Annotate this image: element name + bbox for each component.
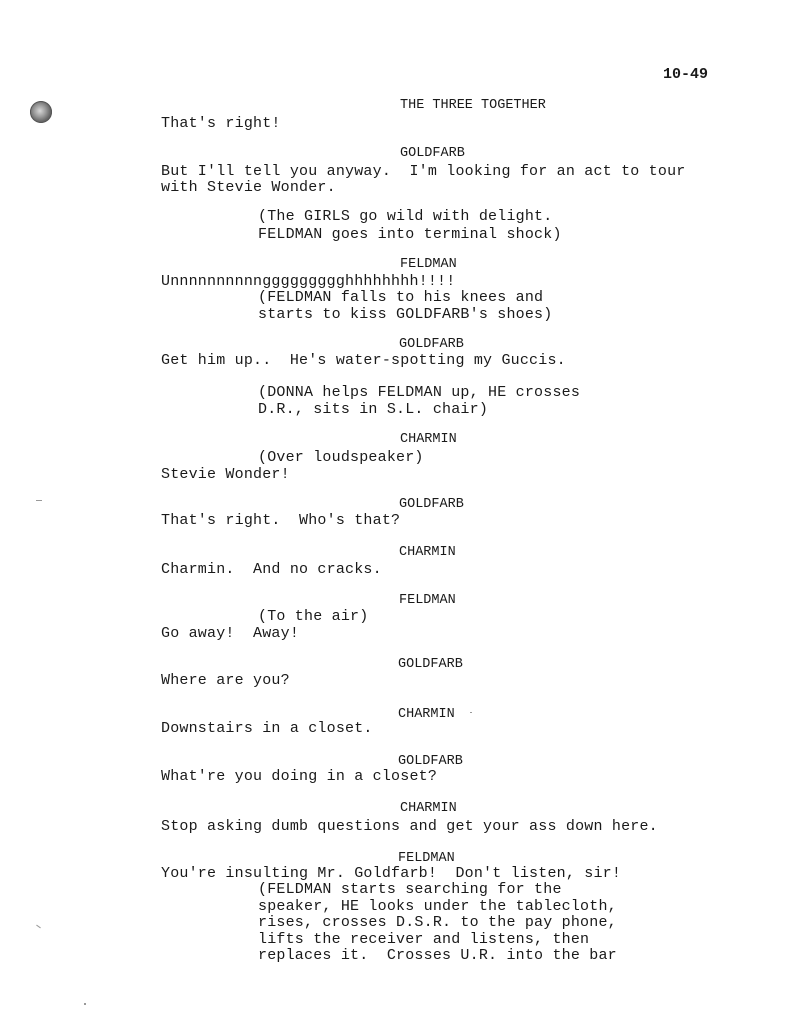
script-dialogue-line: Stop asking dumb questions and get your ass down here. (161, 818, 658, 835)
script-dialogue-line: Downstairs in a closet. (161, 720, 373, 737)
script-speaker-line: FELDMAN (398, 851, 455, 866)
script-dialogue-line: That's right! (161, 115, 281, 132)
binder-hole-icon (30, 101, 52, 123)
script-speaker-line: THE THREE TOGETHER (400, 98, 546, 113)
script-speaker-line: GOLDFARB (398, 657, 463, 672)
script-direction-line: starts to kiss GOLDFARB's shoes) (258, 306, 553, 323)
script-speaker-line: GOLDFARB (398, 754, 463, 769)
script-speaker-line: CHARMIN (400, 432, 457, 447)
script-speaker-line: CHARMIN (400, 801, 457, 816)
script-direction-line: (The GIRLS go wild with delight. (258, 208, 553, 225)
script-dialogue-line: Stevie Wonder! (161, 466, 290, 483)
script-speaker-line: FELDMAN (400, 257, 457, 272)
script-dialogue-line: That's right. Who's that? (161, 512, 401, 529)
script-speaker-line: GOLDFARB (399, 337, 464, 352)
script-speaker-line: FELDMAN (399, 593, 456, 608)
script-direction-line: (FELDMAN falls to his knees and (258, 289, 544, 306)
script-direction-line: speaker, HE looks under the tablecloth, (258, 898, 617, 915)
script-direction-line: lifts the receiver and listens, then (258, 931, 590, 948)
script-direction-line: (Over loudspeaker) (258, 449, 424, 466)
script-dialogue-line: Where are you? (161, 672, 290, 689)
page-number: 10-49 (663, 66, 709, 83)
script-dialogue-line: But I'll tell you anyway. I'm looking for an act to tour (161, 163, 686, 180)
script-direction-line: FELDMAN goes into terminal shock) (258, 226, 562, 243)
script-speaker-line: GOLDFARB (400, 146, 465, 161)
script-direction-line: (FELDMAN starts searching for the (258, 881, 562, 898)
scan-speck (36, 925, 41, 929)
script-dialogue-line: Charmin. And no cracks. (161, 561, 382, 578)
script-dialogue-line: Unnnnnnnnnnggggggggghhhhhhhh!!!! (161, 273, 456, 290)
scan-speck (36, 500, 42, 501)
script-speaker-line: CHARMIN (399, 545, 456, 560)
script-direction-line: (To the air) (258, 608, 369, 625)
script-direction-line: rises, crosses D.S.R. to the pay phone, (258, 914, 617, 931)
script-dialogue-line: with Stevie Wonder. (161, 179, 336, 196)
script-direction-line: (DONNA helps FELDMAN up, HE crosses (258, 384, 581, 401)
script-speaker-line: GOLDFARB (399, 497, 464, 512)
scan-speck (470, 712, 472, 713)
script-dialogue-line: What're you doing in a closet? (161, 768, 438, 785)
script-dialogue-line: Go away! Away! (161, 625, 300, 642)
script-dialogue-line: Get him up.. He's water-spotting my Guccis. (161, 352, 566, 369)
script-speaker-line: CHARMIN (398, 707, 455, 722)
scan-speck (84, 1003, 86, 1005)
script-direction-line: replaces it. Crosses U.R. into the bar (258, 947, 617, 964)
script-direction-line: D.R., sits in S.L. chair) (258, 401, 489, 418)
script-dialogue-line: You're insulting Mr. Goldfarb! Don't listen, sir! (161, 865, 622, 882)
